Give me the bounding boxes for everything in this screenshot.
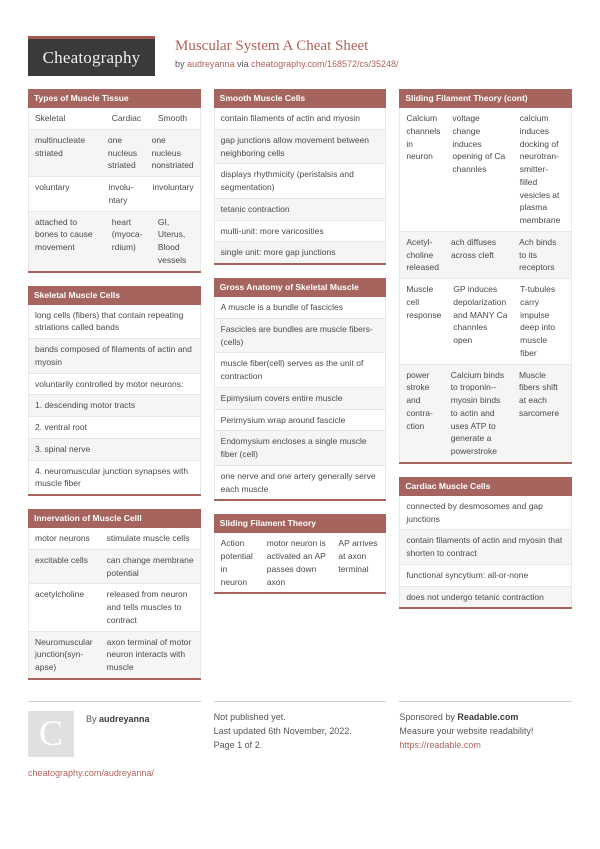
section-body	[28, 108, 201, 271]
table-cell: Cardiac	[111, 113, 142, 124]
section-card	[28, 509, 201, 680]
table-cell: heart (myoca-rdium)	[111, 216, 143, 253]
table-cell: bands composed of filaments of actin and myosin	[35, 344, 192, 367]
table-row	[215, 352, 386, 387]
table-cell: Acetyl-choline released	[406, 236, 439, 273]
section-card	[214, 278, 387, 501]
table-row	[215, 241, 386, 263]
table-row	[29, 460, 200, 495]
table-row	[215, 465, 386, 500]
section-title: Innervation of Muscle Celll	[28, 509, 201, 528]
column-1	[28, 89, 201, 693]
table-cell: stimulate muscle cells	[106, 533, 190, 544]
by-label: By	[86, 713, 97, 724]
status-line-page-number: Page 1 of 2.	[213, 739, 263, 750]
section-title: Cardiac Muscle Cells	[399, 477, 572, 496]
table-cell: motor neuron is activated an AP passes down axon	[266, 538, 326, 587]
table-cell: Fascicles are bundles are muscle fibers-(cells)	[220, 323, 373, 347]
logo-text: Cheatography	[42, 47, 141, 67]
table-row	[29, 416, 200, 438]
author-profile-link[interactable]: cheatography.com/audreyanna/	[28, 767, 154, 778]
table-row	[215, 220, 386, 242]
table-cell: multinucleate striated	[35, 134, 86, 158]
table-cell: GI, Uterus, Blood vessels	[157, 216, 187, 265]
table-cell: gap junctions allow movement between neighboring cells	[220, 134, 370, 158]
table-cell: voltage change induces opening of Ca channles	[452, 113, 506, 175]
table-cell: Epimysium covers entire muscle	[220, 392, 343, 403]
table-cell: can change membrane potential	[106, 554, 194, 578]
table-row	[215, 409, 386, 431]
status-line-published: Not published yet.	[213, 711, 286, 722]
footer-author-column	[28, 701, 201, 781]
avatar-letter: C	[38, 713, 63, 753]
table-cell: single unit: more gap junctions	[220, 247, 336, 258]
section-body	[214, 297, 387, 499]
table-row	[215, 198, 386, 220]
section-card	[214, 89, 387, 265]
section-title: Smooth Muscle Cells	[214, 89, 387, 108]
table-cell: 4. neuromuscular junction synapses with muscle fiber	[35, 465, 189, 489]
sponsor-tagline: Measure your website readability!	[399, 725, 534, 736]
table-cell: one nucleus striated	[107, 134, 138, 171]
table-row	[29, 631, 200, 678]
section-body	[28, 528, 201, 678]
status-line-updated: Last updated 6th November, 2022.	[213, 725, 352, 736]
table-row	[29, 176, 200, 211]
table-row	[400, 364, 571, 462]
section-title: Sliding Filament Theory	[214, 514, 387, 533]
table-cell: released from neuron and tells muscles to contract	[106, 589, 188, 625]
page-title: Muscular System A Cheat Sheet	[175, 38, 369, 54]
sponsor-url-link[interactable]: https://readable.com	[399, 739, 481, 750]
section-body	[399, 108, 572, 462]
table-cell: Muscle cell response	[406, 284, 442, 320]
section-card	[214, 514, 387, 594]
table-cell: muscle fiber(cell) serves as the unit of contraction	[220, 358, 364, 382]
table-row	[400, 278, 571, 364]
table-row	[29, 211, 200, 271]
table-cell: connected by desmosomes and gap junctions	[406, 500, 543, 524]
sheet-columns	[28, 89, 572, 693]
sponsor-line	[399, 711, 572, 725]
table-cell: 2. ventral root	[35, 422, 87, 433]
page-footer	[28, 701, 572, 781]
table-row	[400, 231, 571, 278]
table-cell: voluntary	[35, 182, 70, 193]
table-cell: T-tubules carry impulse deep into muscle fiber	[520, 284, 556, 358]
page-header	[28, 36, 572, 76]
footer-status-column	[214, 701, 387, 781]
table-cell: acetylcholine	[35, 589, 85, 600]
table-cell: Muscle fibers shift at each sarcomere	[518, 369, 560, 418]
table-cell: 3. spinal nerve	[35, 443, 91, 454]
table-row	[29, 108, 200, 129]
table-cell: axon terminal of motor neuron interacts with muscle	[106, 636, 192, 673]
table-cell: one nerve and one artery generally serve each muscle	[220, 470, 376, 494]
table-cell: involuntary	[152, 182, 194, 193]
section-card	[399, 477, 572, 610]
footer-sponsor-column	[399, 701, 572, 781]
section-card	[28, 286, 201, 497]
table-cell: power stroke and contra-ction	[406, 369, 433, 431]
table-row	[215, 387, 386, 409]
table-row	[29, 394, 200, 416]
byline	[175, 59, 399, 69]
table-row	[29, 373, 200, 395]
table-cell: displays rhythmicity (peristalsis and segmentation)	[220, 169, 354, 193]
table-row	[215, 297, 386, 318]
section-card	[28, 89, 201, 273]
sponsor-prefix: Sponsored by	[399, 711, 455, 722]
author-avatar[interactable]	[28, 711, 74, 757]
section-title: Skeletal Muscle Cells	[28, 286, 201, 305]
column-3	[399, 89, 572, 693]
table-row	[29, 528, 200, 549]
table-row	[215, 108, 386, 129]
table-row	[29, 549, 200, 584]
table-cell: GP induces depolarization and MANY Ca channles open	[453, 284, 508, 346]
table-cell: Calcium channels in neuron	[406, 113, 441, 162]
table-cell: motor neurons	[35, 533, 90, 544]
table-row	[29, 338, 200, 373]
table-cell: contain filaments of actin and myosin	[220, 113, 361, 124]
table-row	[29, 305, 200, 339]
table-cell: involu-ntary	[108, 182, 134, 205]
table-row	[400, 586, 571, 608]
table-cell: Skeletal	[35, 113, 66, 124]
table-row	[29, 583, 200, 630]
table-row	[400, 496, 571, 530]
table-cell: multi-unit: more varicosities	[220, 225, 324, 236]
sponsor-name: Readable.com	[457, 711, 519, 722]
table-row	[215, 163, 386, 198]
table-cell: functional syncytium: all-or-none	[406, 569, 529, 580]
table-cell: does not undergo tetanic contraction	[406, 591, 544, 602]
column-2	[214, 89, 387, 693]
table-row	[400, 108, 571, 231]
author-name-block	[86, 711, 150, 727]
table-cell: AP arrives at axon terminal	[338, 538, 378, 574]
table-row	[215, 430, 386, 465]
table-cell: A muscle is a bundle of fascicles	[220, 302, 344, 313]
section-card	[399, 89, 572, 464]
cheatography-logo[interactable]	[28, 36, 155, 76]
title-block	[175, 36, 399, 69]
table-cell: Action potential in neuron	[220, 538, 253, 587]
section-title: Gross Anatomy of Skeletal Muscle	[214, 278, 387, 297]
table-row	[29, 129, 200, 176]
table-row	[400, 564, 571, 586]
table-cell: Ach binds to its receptors	[519, 236, 557, 273]
table-cell: excitable cells	[35, 554, 88, 565]
section-body	[214, 533, 387, 592]
section-body	[399, 496, 572, 608]
table-cell: attached to bones to cause movement	[35, 216, 93, 253]
table-cell: ach diffuses across cleft	[450, 236, 497, 260]
byline-via: via	[237, 58, 249, 69]
table-cell: Smooth	[157, 113, 188, 124]
author-block	[28, 711, 201, 757]
table-row	[400, 529, 571, 564]
sheet-url-link[interactable]: cheatography.com/168572/cs/35248/	[251, 58, 399, 69]
section-title: Types of Muscle Tissue	[28, 89, 201, 108]
table-row	[215, 129, 386, 164]
table-cell: tetanic contraction	[220, 203, 290, 214]
table-cell: contain filaments of actin and myosin that shorten to contract	[406, 535, 563, 559]
table-cell: Calcium binds to troponin--myosin binds to actin and uses ATP to generate a powerstroke	[450, 369, 505, 457]
table-cell: Endomysium encloses a single muscle fiber (cell)	[220, 436, 367, 460]
section-body	[214, 108, 387, 263]
table-row	[215, 533, 386, 592]
table-cell: 1. descending motor tracts	[35, 400, 136, 411]
byline-prefix: by	[175, 58, 185, 69]
table-row	[29, 438, 200, 460]
table-cell: long cells (fibers) that contain repeating striations called bands	[35, 309, 184, 333]
section-body	[28, 305, 201, 495]
author-link[interactable]: audreyanna	[187, 58, 235, 69]
table-cell: calcium induces docking of neurotran-smitter-filled vesicles at plasma membrane	[519, 113, 561, 226]
table-cell: one nucleus nonstriated	[151, 134, 194, 171]
table-cell: voluntarily controlled by motor neurons:	[35, 378, 184, 389]
table-cell: Perimysium wrap around fascicle	[220, 414, 346, 425]
table-cell: Neuromuscular junction(syn-apse)	[35, 636, 93, 673]
section-title: Sliding Filament Theory (cont)	[399, 89, 572, 108]
footer-author-name: audreyanna	[99, 713, 150, 724]
table-row	[215, 318, 386, 353]
